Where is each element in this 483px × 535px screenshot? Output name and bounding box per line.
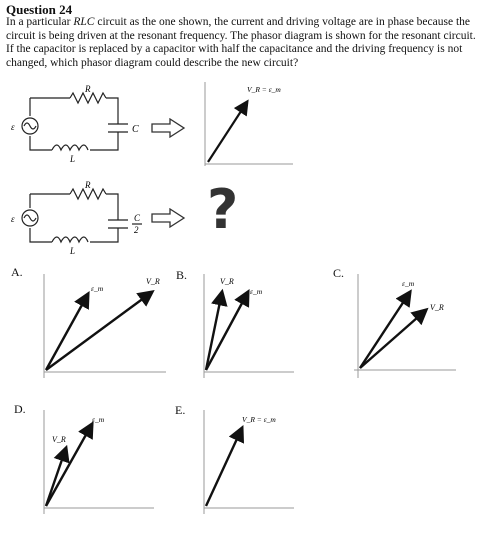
question-text bbox=[6, 16, 478, 70]
option-e-phasor-diagram[interactable] bbox=[196, 406, 296, 518]
option-c-phasor-diagram[interactable] bbox=[346, 270, 458, 382]
resonant-phasor-diagram bbox=[195, 80, 295, 170]
phasor-label: V_R = ε_m bbox=[247, 85, 281, 94]
circuit-diagram-resonant bbox=[8, 84, 148, 164]
question-text-start: In a particular bbox=[6, 16, 74, 28]
resistor-label: R bbox=[85, 84, 91, 94]
vr-label: V_R bbox=[146, 277, 160, 286]
resistor-label: R bbox=[85, 180, 91, 190]
option-b-phasor-diagram[interactable] bbox=[196, 270, 296, 382]
emf-label: ε_m bbox=[250, 287, 263, 296]
capacitor-label: C bbox=[132, 124, 139, 135]
vr-label: V_R bbox=[52, 435, 66, 444]
option-d-label[interactable]: D. bbox=[14, 402, 26, 416]
vr-label: V_R bbox=[220, 277, 234, 286]
option-d-phasor-diagram[interactable] bbox=[36, 406, 156, 518]
inductor-label: L bbox=[70, 246, 76, 256]
emf-label: ε_m bbox=[92, 415, 105, 424]
inductor-label: L bbox=[70, 154, 76, 164]
question-text-end: circuit as the one shown, the current and driving voltage are in phase because the circuit is being driven at the resonant frequency. The phasor diagram is shown for the resonant circuit. If the capacitor is replaced by a capacitor with half the capacitance and the driving frequency is not changed, which phasor diagram could describe the new circuit? bbox=[6, 16, 476, 69]
right-arrow-icon bbox=[150, 118, 186, 138]
emf-label: ε_m bbox=[402, 279, 415, 288]
source-label: ε bbox=[11, 122, 15, 132]
question-text-rlc: RLC bbox=[73, 16, 95, 28]
option-a-label[interactable]: A. bbox=[11, 265, 23, 279]
emf-label: ε_m bbox=[91, 284, 104, 293]
right-arrow-icon bbox=[150, 208, 186, 228]
capacitor-label-numerator: C bbox=[134, 213, 141, 223]
circuit-diagram-modified bbox=[8, 180, 148, 260]
option-e-label[interactable]: E. bbox=[175, 403, 186, 417]
unknown-symbol: ? bbox=[207, 178, 239, 241]
option-b-label[interactable]: B. bbox=[176, 268, 188, 282]
phasor-label: V_R = ε_m bbox=[242, 415, 276, 424]
vr-label: V_R bbox=[430, 303, 444, 312]
question-title: Question 24 bbox=[6, 2, 73, 17]
option-c-label[interactable]: C. bbox=[333, 266, 345, 280]
option-a-phasor-diagram[interactable] bbox=[36, 270, 168, 382]
capacitor-label-denominator: 2 bbox=[134, 225, 139, 235]
source-label: ε bbox=[11, 214, 15, 224]
